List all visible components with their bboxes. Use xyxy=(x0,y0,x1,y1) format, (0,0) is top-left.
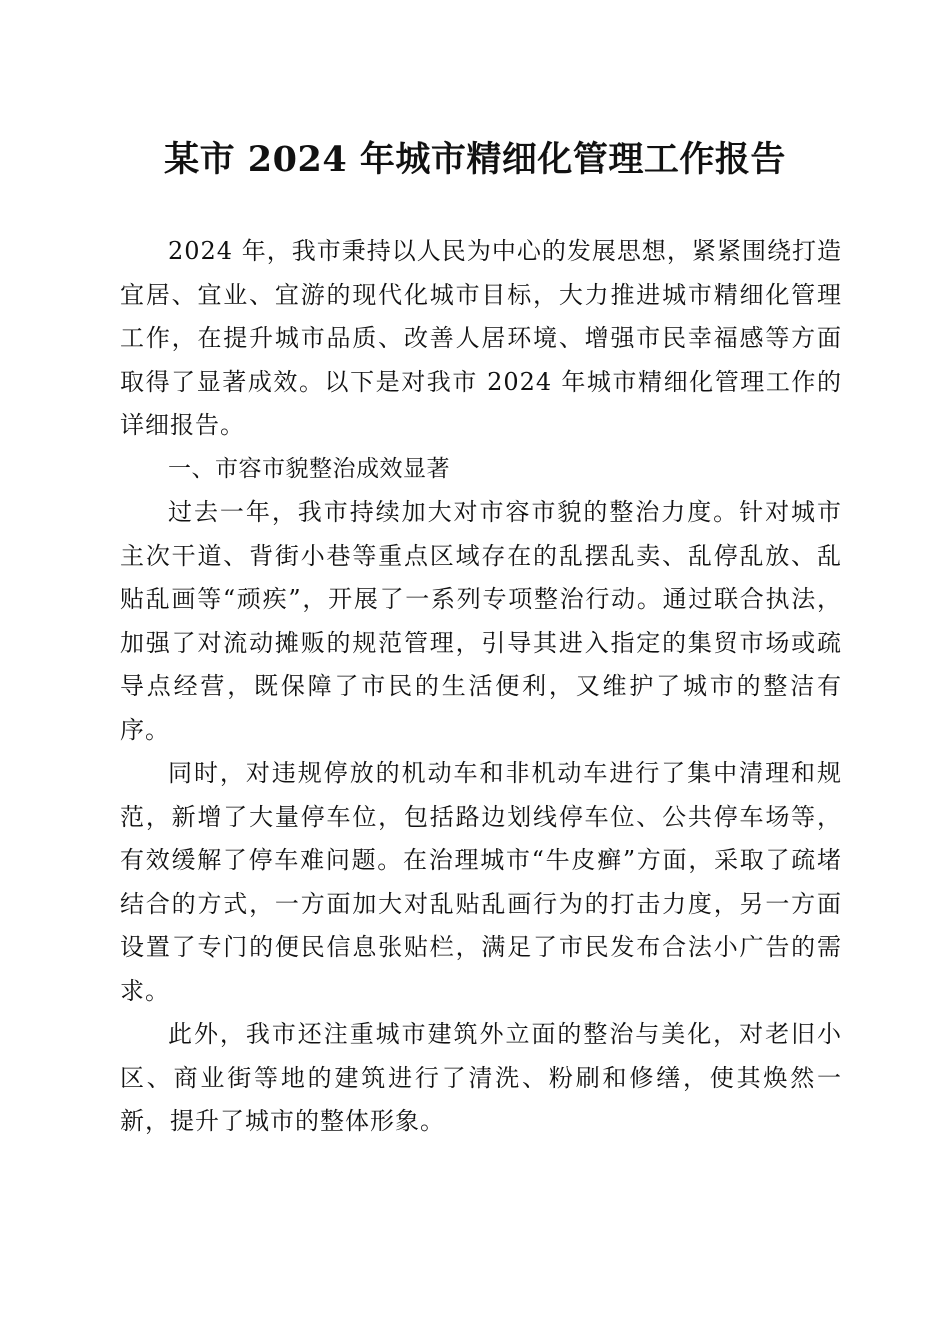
body-paragraph: 同时，对违规停放的机动车和非机动车进行了集中清理和规范，新增了大量停车位，包括路边划线停车位、公共停车场等，有效缓解了停车难问题。在治理城市“牛皮癣”方面，采取了疏堵结合的方式，一方面加大对乱贴乱画行为的打击力度，另一方面设置了专门的便民信息张贴栏，满足了市民发布合法小广告的需求。 xyxy=(120,759,842,1005)
body-paragraph: 过去一年，我市持续加大对市容市貌的整治力度。针对城市主次干道、背街小巷等重点区域存在的乱摆乱卖、乱停乱放、乱贴乱画等“顽疾”，开展了一系列专项整治行动。通过联合执法，加强了对流动摊贩的规范管理，引导其进入指定的集贸市场或疏导点经营，既保障了市民的生活便利，又维护了城市的整洁有序。 xyxy=(120,498,842,744)
section-heading: 一、市容市貌整治成效显著 xyxy=(168,455,450,482)
document-title: 某市 2024 年城市精细化管理工作报告 xyxy=(164,139,786,180)
intro-paragraph: 2024 年，我市秉持以人民为中心的发展思想，紧紧围绕打造宜居、宜业、宜游的现代化城市目标，大力推进城市精细化管理工作，在提升城市品质、改善人居环境、增强市民幸福感等方面取得了显著成效。以下是对我市 2024 年城市精细化管理工作的详细报告。 xyxy=(120,237,842,439)
document-body xyxy=(120,230,842,1144)
body-paragraph: 此外，我市还注重城市建筑外立面的整治与美化，对老旧小区、商业街等地的建筑进行了清洗、粉刷和修缮，使其焕然一新，提升了城市的整体形象。 xyxy=(120,1020,842,1135)
